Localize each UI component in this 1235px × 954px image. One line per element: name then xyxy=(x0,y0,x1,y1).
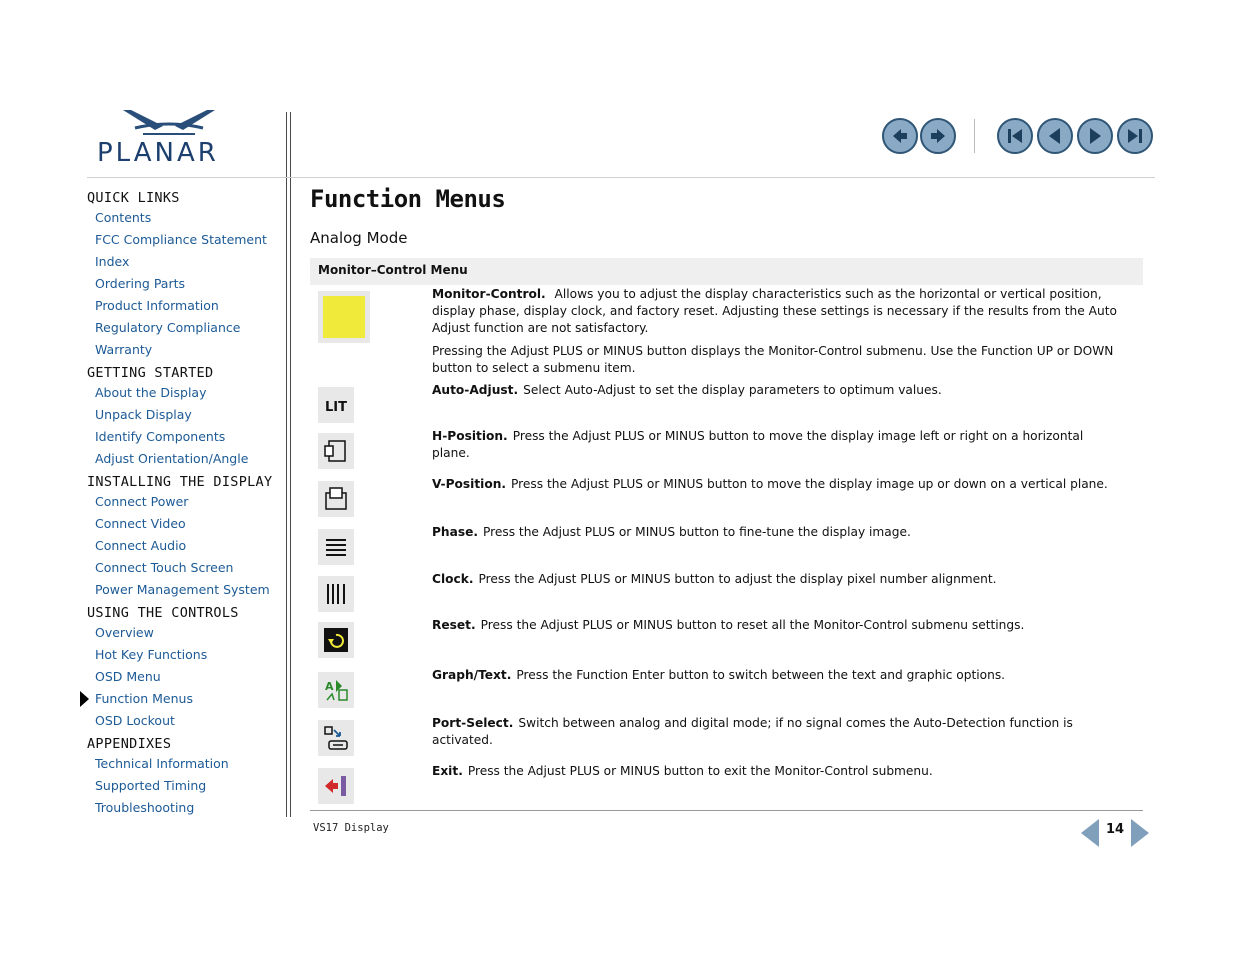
sidebar-section-installing xyxy=(87,474,282,601)
sidebar-link-troubleshooting[interactable]: Troubleshooting xyxy=(95,800,195,815)
item-text: Press the Function Enter button to switch between the text and graphic options. xyxy=(516,668,1006,682)
item-label: Phase. xyxy=(432,525,478,539)
sidebar-link-connect-video[interactable]: Connect Video xyxy=(95,516,186,531)
item-label: Graph/Text. xyxy=(432,668,512,682)
sidebar-section-appendixes xyxy=(87,736,282,819)
item-label: Reset. xyxy=(432,618,476,632)
sidebar-link-power-management[interactable]: Power Management System xyxy=(95,582,270,597)
auto-adjust-icon xyxy=(318,387,354,423)
section-title: Analog Mode xyxy=(310,229,408,247)
v-position-description xyxy=(432,476,1122,493)
item-label: V-Position. xyxy=(432,477,507,491)
next-page-icon xyxy=(1084,125,1106,147)
footer-doc-name: VS17 Display xyxy=(313,822,389,834)
footer-rule xyxy=(310,810,1143,811)
previous-page-button[interactable] xyxy=(1037,118,1073,154)
sidebar-link-index[interactable]: Index xyxy=(95,254,130,269)
page-title: Function Menus xyxy=(310,185,506,213)
h-position-icon xyxy=(318,433,354,469)
svg-text:A: A xyxy=(325,680,334,693)
monitor-control-icon xyxy=(318,291,370,343)
sidebar-nav xyxy=(87,190,282,823)
first-page-button[interactable] xyxy=(997,118,1033,154)
sidebar-link-overview[interactable]: Overview xyxy=(95,625,154,640)
toolbar-separator xyxy=(974,119,975,153)
sidebar-heading: APPENDIXES xyxy=(87,736,172,752)
sidebar-link-identify-components[interactable]: Identify Components xyxy=(95,429,226,444)
sidebar-section-using-controls xyxy=(87,605,282,732)
menu-header: Monitor–Control Menu xyxy=(310,258,1143,285)
forward-button[interactable] xyxy=(920,118,956,154)
sidebar-link-technical-information[interactable]: Technical Information xyxy=(95,756,229,771)
item-text: Switch between analog and digital mode; if no signal comes the Auto-Detection function is activated. xyxy=(432,716,1073,747)
item-label: Monitor-Control. xyxy=(432,287,546,301)
sidebar-link-product-information[interactable]: Product Information xyxy=(95,298,219,313)
graph-text-description xyxy=(432,667,1122,684)
planar-logo xyxy=(95,108,250,168)
item-text: Select Auto-Adjust to set the display parameters to optimum values. xyxy=(523,383,942,397)
item-text: Press the Adjust PLUS or MINUS button to exit the Monitor-Control submenu. xyxy=(467,764,933,778)
item-label: Clock. xyxy=(432,572,474,586)
item-text: Press the Adjust PLUS or MINUS button to move the display image up or down on a vertical plane. xyxy=(511,477,1108,491)
clock-description xyxy=(432,571,1122,588)
sidebar-link-connect-power[interactable]: Connect Power xyxy=(95,494,189,509)
port-select-description xyxy=(432,715,1122,749)
first-page-icon xyxy=(1004,125,1026,147)
sidebar-link-regulatory-compliance[interactable]: Regulatory Compliance xyxy=(95,320,241,335)
previous-page-arrow-icon[interactable] xyxy=(1080,818,1100,848)
exit-icon xyxy=(318,768,354,804)
sidebar-heading: USING THE CONTROLS xyxy=(87,605,239,621)
page-number: 14 xyxy=(1106,822,1125,837)
next-page-button[interactable] xyxy=(1077,118,1113,154)
sidebar-heading: INSTALLING THE DISPLAY xyxy=(87,474,273,490)
item-text: Press the Adjust PLUS or MINUS button to adjust the display pixel number alignment. xyxy=(478,572,997,586)
sidebar-heading: GETTING STARTED xyxy=(87,365,214,381)
planar-logo-mark xyxy=(95,108,250,140)
port-select-icon xyxy=(318,720,354,756)
sidebar-link-supported-timing[interactable]: Supported Timing xyxy=(95,778,207,793)
sidebar-link-osd-menu[interactable]: OSD Menu xyxy=(95,669,161,684)
previous-page-icon xyxy=(1044,125,1066,147)
sidebar-link-contents[interactable]: Contents xyxy=(95,210,152,225)
svg-text:LIT: LIT xyxy=(325,400,347,415)
graph-text-icon xyxy=(318,672,354,708)
sidebar-link-hot-key-functions[interactable]: Hot Key Functions xyxy=(95,647,208,662)
sidebar-link-ordering-parts[interactable]: Ordering Parts xyxy=(95,276,186,291)
v-position-icon xyxy=(318,481,354,517)
phase-icon xyxy=(318,529,354,565)
last-page-icon xyxy=(1124,125,1146,147)
sidebar-link-about-display[interactable]: About the Display xyxy=(95,385,207,400)
item-label: Auto-Adjust. xyxy=(432,383,519,397)
exit-description xyxy=(432,763,1122,780)
item-text: Press the Adjust PLUS or MINUS button to reset all the Monitor-Control submenu settings. xyxy=(480,618,1025,632)
sidebar-link-function-menus[interactable]: Function Menus xyxy=(87,688,282,710)
sidebar-link-connect-touch-screen[interactable]: Connect Touch Screen xyxy=(95,560,234,575)
reset-description xyxy=(432,617,1122,634)
monitor-control-description xyxy=(432,286,1122,337)
sidebar-link-osd-lockout[interactable]: OSD Lockout xyxy=(95,713,175,728)
forward-icon xyxy=(927,125,949,147)
back-button[interactable] xyxy=(882,118,918,154)
h-position-description xyxy=(432,428,1122,462)
item-text: Press the Adjust PLUS or MINUS button to move the display image left or right on a horizontal plane. xyxy=(432,429,1084,460)
back-icon xyxy=(889,125,911,147)
sidebar-link-unpack-display[interactable]: Unpack Display xyxy=(95,407,192,422)
sidebar-section-getting-started xyxy=(87,365,282,470)
item-text: Allows you to adjust the display characteristics such as the horizontal or vertical position, display phase, display clock, and factory reset. Adjusting these settings is necessary if the results from the Auto Adjust function are not satisfactory. xyxy=(432,287,1117,335)
auto-adjust-description xyxy=(432,382,1122,399)
sidebar-link-adjust-orientation[interactable]: Adjust Orientation/Angle xyxy=(95,451,249,466)
phase-description xyxy=(432,524,1122,541)
sidebar-link-warranty[interactable]: Warranty xyxy=(95,342,153,357)
header-rule xyxy=(87,177,1155,178)
item-label: Exit. xyxy=(432,764,463,778)
sidebar-section-quick-links xyxy=(87,190,282,361)
sidebar-link-connect-audio[interactable]: Connect Audio xyxy=(95,538,187,553)
sidebar-divider xyxy=(286,112,291,817)
last-page-button[interactable] xyxy=(1117,118,1153,154)
planar-logo-text: PLANAR xyxy=(97,138,219,168)
sidebar-heading: QUICK LINKS xyxy=(87,190,180,206)
monitor-control-instructions: Pressing the Adjust PLUS or MINUS button displays the Monitor-Control submenu. Use the Function UP or DOWN button to select a submenu item. xyxy=(432,344,1114,375)
next-page-arrow-icon[interactable] xyxy=(1130,818,1150,848)
item-label: Port-Select. xyxy=(432,716,514,730)
reset-icon xyxy=(318,622,354,658)
item-label: H-Position. xyxy=(432,429,508,443)
item-text: Press the Adjust PLUS or MINUS button to fine-tune the display image. xyxy=(482,525,911,539)
sidebar-link-fcc[interactable]: FCC Compliance Statement xyxy=(95,232,267,247)
clock-icon xyxy=(318,576,354,612)
